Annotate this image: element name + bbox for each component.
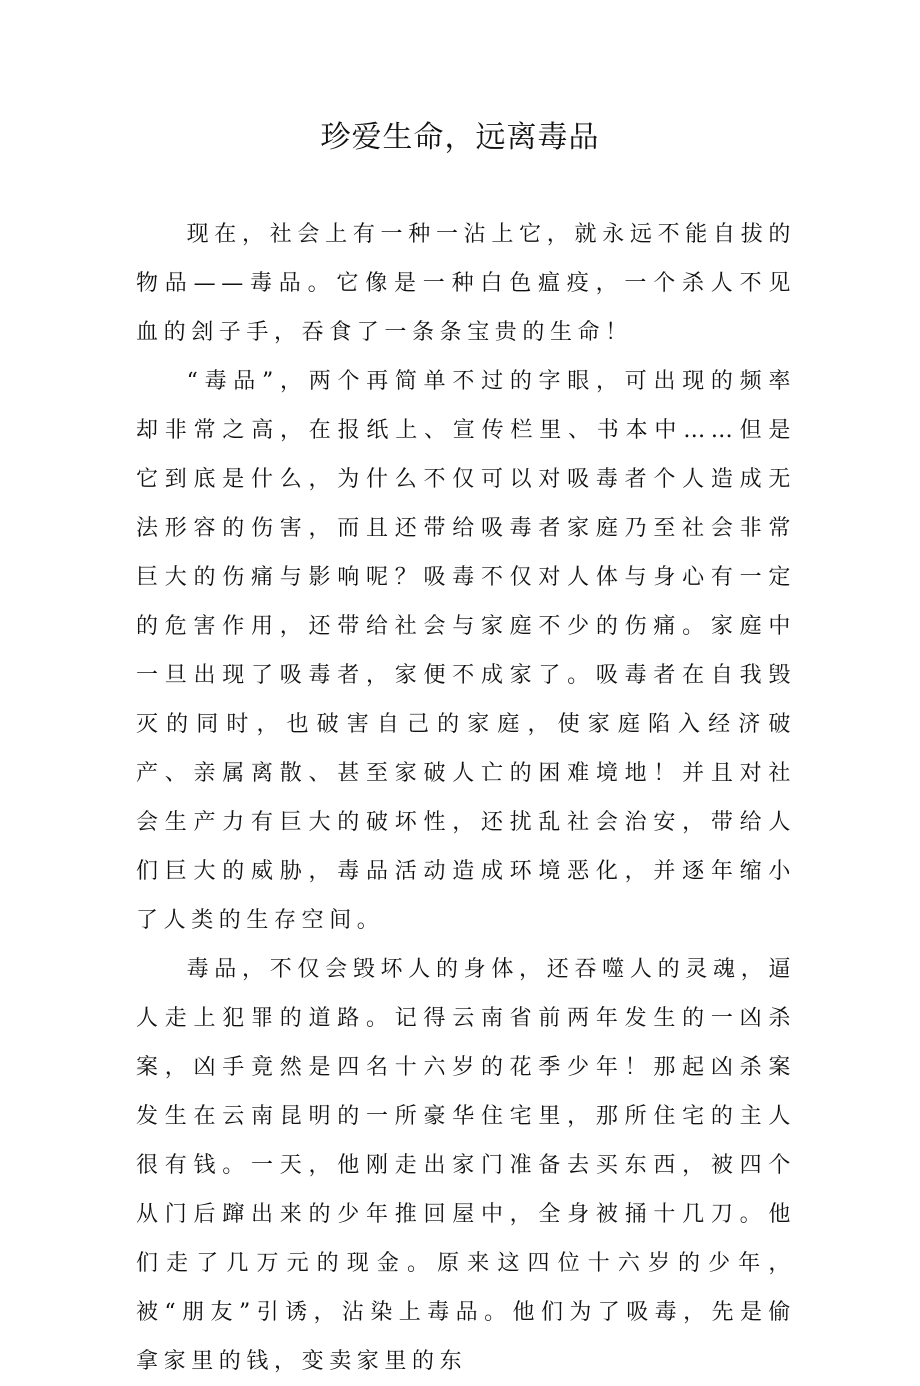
paragraph-1: 现在，社会上有一种一沾上它，就永远不能自拔的物品——毒品。它像是一种白色瘟疫，一个杀人不见血的刽子手，吞食了一条条宝贵的生命！	[136, 222, 796, 345]
page-title: 珍爱生命，远离毒品	[320, 120, 600, 155]
paragraph-3: 毒品，不仅会毁坏人的身体，还吞噬人的灵魂，逼人走上犯罪的道路。记得云南省前两年发生的一凶杀案，凶手竟然是四名十六岁的花季少年！那起凶杀案发生在云南昆明的一所豪华住宅里，那所住宅的主人很有钱。一天，他刚走出家门准备去买东西，被四个从门后蹿出来的少年推回屋中，全身被捅十几刀。他们走了几万元的现金。原来这四位十六岁的少年，被“朋友”引诱，沾染上毒品。他们为了吸毒，先是偷拿家里的钱，变卖家里的东	[136, 957, 796, 1374]
paragraph-2: “毒品”，两个再简单不过的字眼，可出现的频率却非常之高，在报纸上、宣传栏里、书本中……但是它到底是什么，为什么不仅可以对吸毒者个人造成无法形容的伤害，而且还带给吸毒者家庭乃至社会非常巨大的伤痛与影响呢？吸毒不仅对人体与身心有一定的危害作用，还带给社会与家庭不少的伤痛。家庭中一旦出现了吸毒者，家便不成家了。吸毒者在自我毁灭的同时，也破害自己的家庭，使家庭陷入经济破产、亲属离散、甚至家破人亡的困难境地！并且对社会生产力有巨大的破坏性，还扰乱社会治安，带给人们巨大的威胁，毒品活动造成环境恶化，并逐年缩小了人类的生存空间。	[136, 369, 796, 933]
document-body	[136, 210, 796, 1386]
